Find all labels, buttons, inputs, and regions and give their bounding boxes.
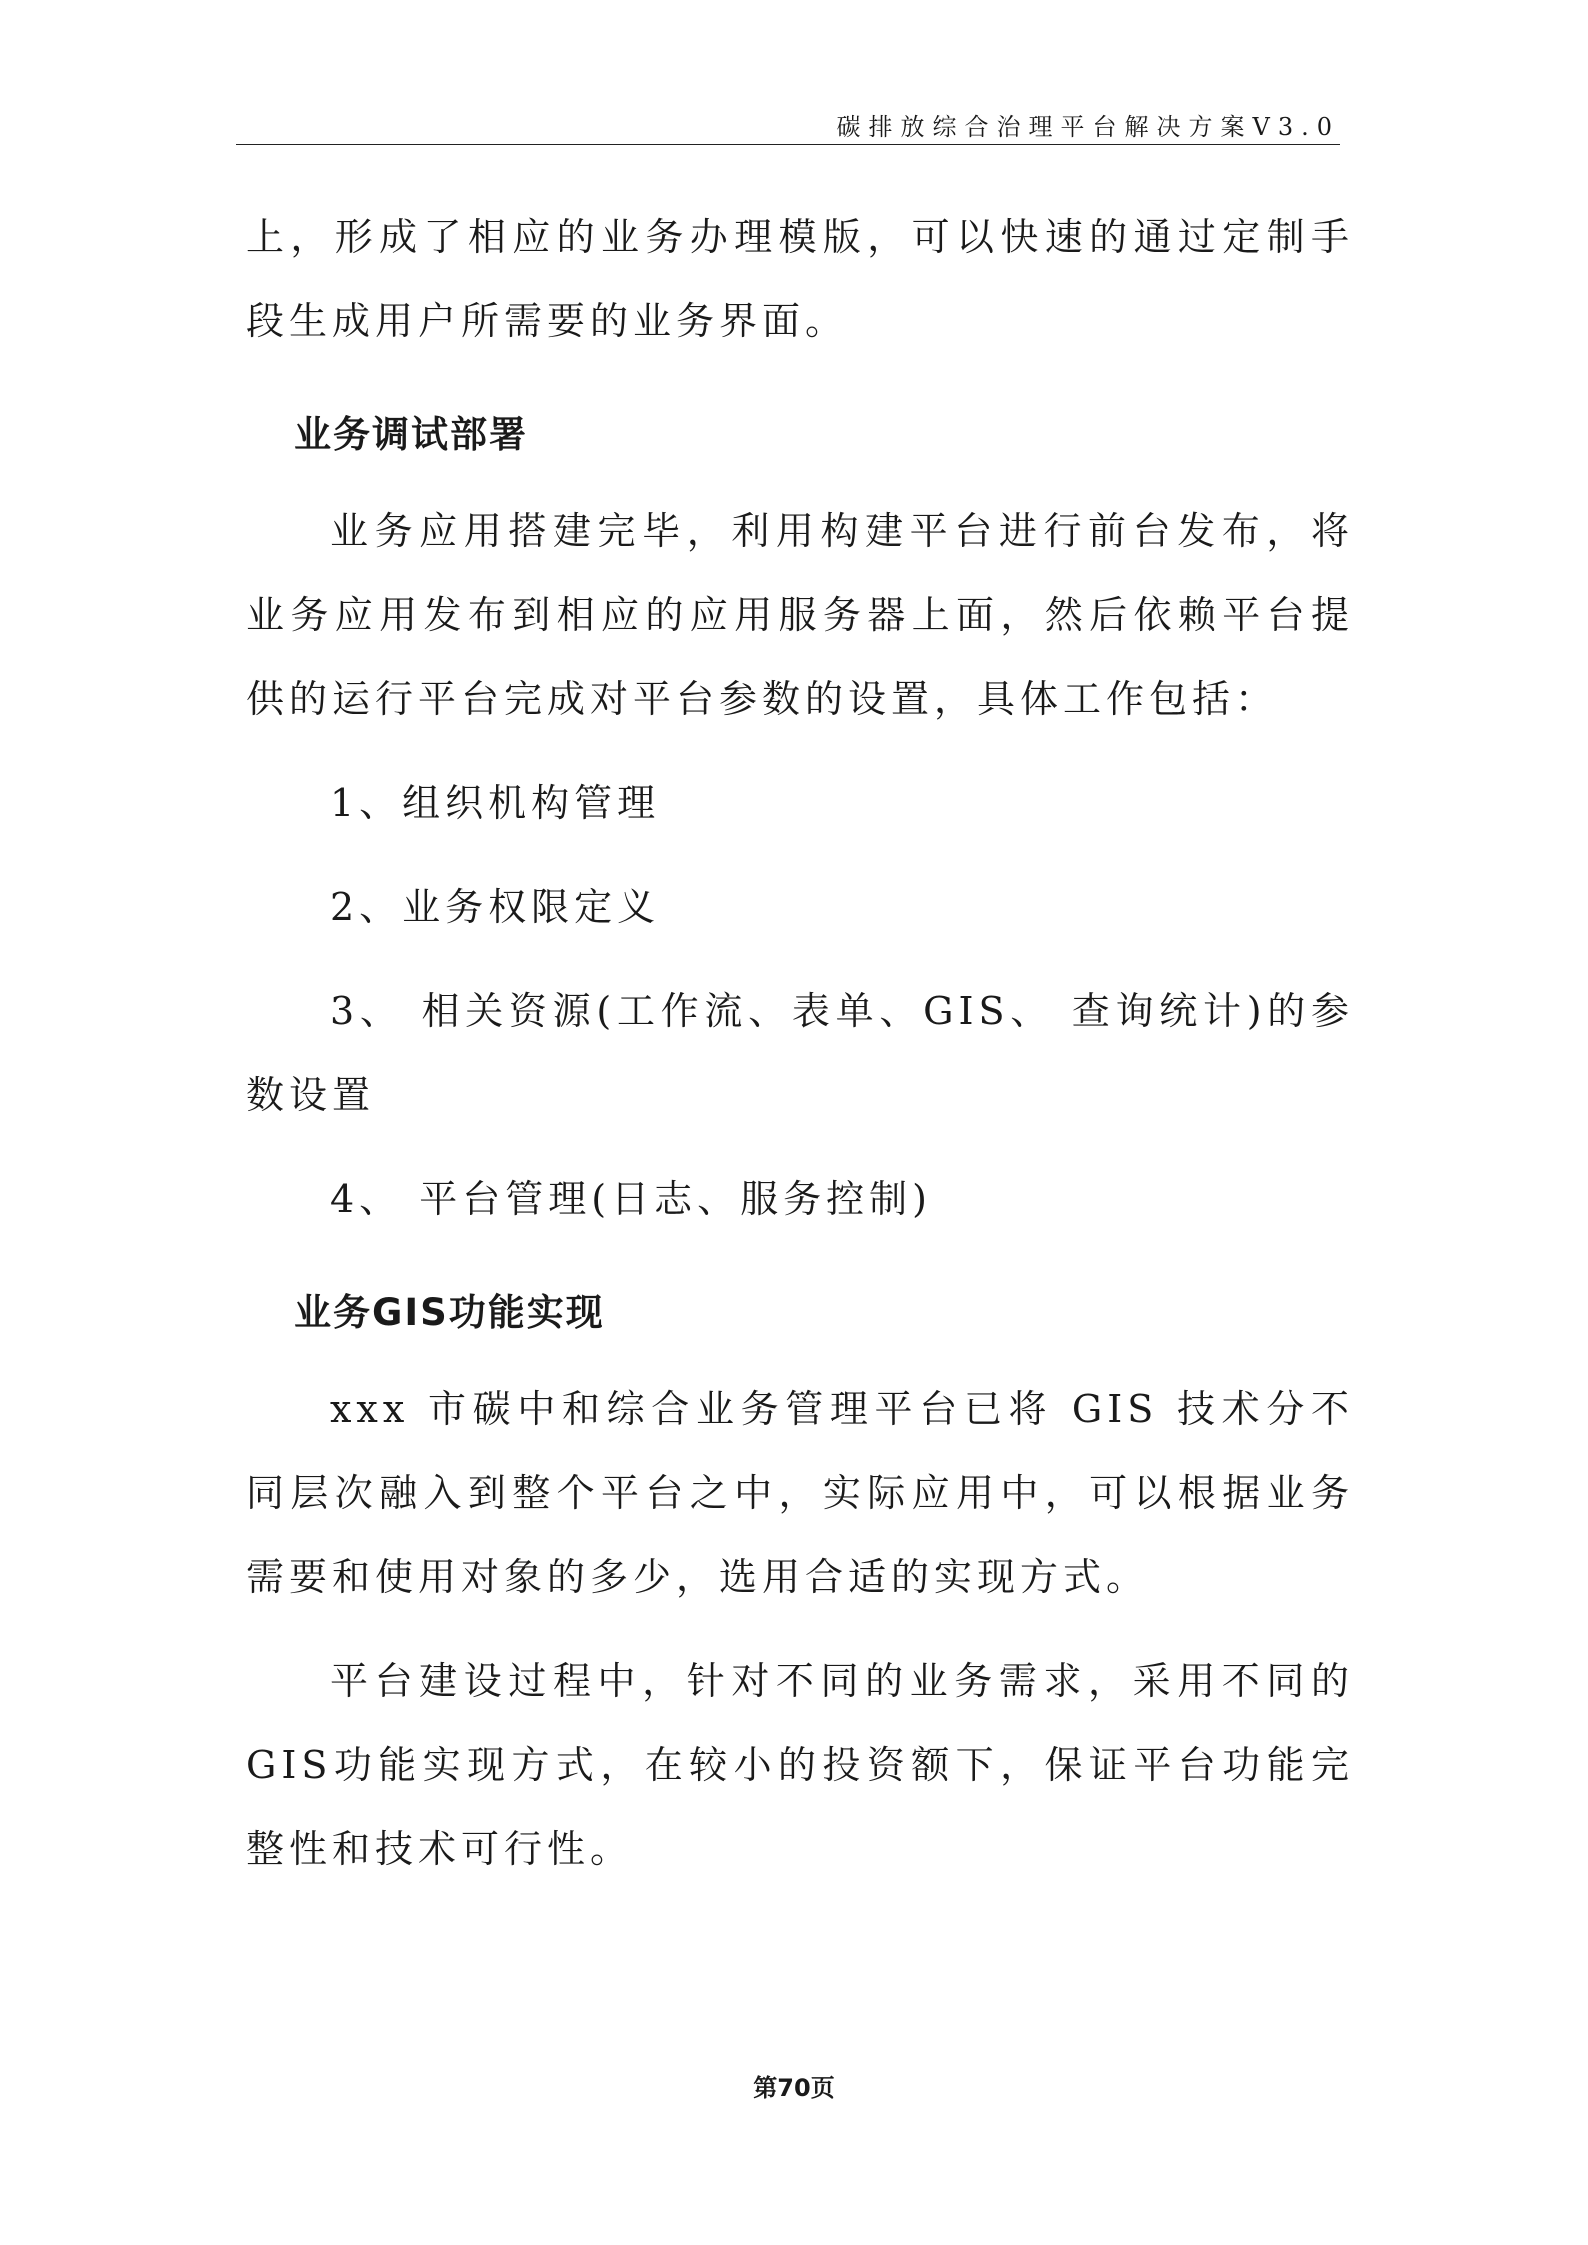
page-header bbox=[236, 110, 1340, 145]
list-item: 3、 相关资源(工作流、表单、GIS、 查询统计)的参数设置 bbox=[246, 989, 1354, 1117]
paragraph-gis-intro: xxx 市碳中和综合业务管理平台已将 GIS 技术分不同层次融入到整个平台之中，实际应用中，可以根据业务需要和使用对象的多少，选用合适的实现方式。 bbox=[246, 1387, 1354, 1599]
section-heading-deploy: 业务调试部署 bbox=[294, 413, 528, 456]
page-number: 第70页 bbox=[753, 2074, 835, 2102]
header-title: 碳排放综合治理平台解决方案V3.0 bbox=[836, 113, 1340, 141]
list-item: 1、组织机构管理 bbox=[330, 781, 661, 825]
document-body bbox=[246, 195, 1354, 1891]
paragraph-deploy: 业务应用搭建完毕，利用构建平台进行前台发布，将业务应用发布到相应的应用服务器上面，然后依赖平台提供的运行平台完成对平台参数的设置，具体工作包括： bbox=[246, 509, 1354, 721]
list-item: 2、业务权限定义 bbox=[330, 885, 661, 929]
list-item: 4、 平台管理(日志、服务控制) bbox=[330, 1177, 932, 1221]
section-heading-gis: 业务GIS功能实现 bbox=[294, 1291, 605, 1334]
paragraph-gis-approach: 平台建设过程中，针对不同的业务需求，采用不同的GIS功能实现方式，在较小的投资额下，保证平台功能完整性和技术可行性。 bbox=[246, 1659, 1354, 1871]
paragraph-continuation: 上，形成了相应的业务办理模版，可以快速的通过定制手段生成用户所需要的业务界面。 bbox=[246, 215, 1354, 343]
